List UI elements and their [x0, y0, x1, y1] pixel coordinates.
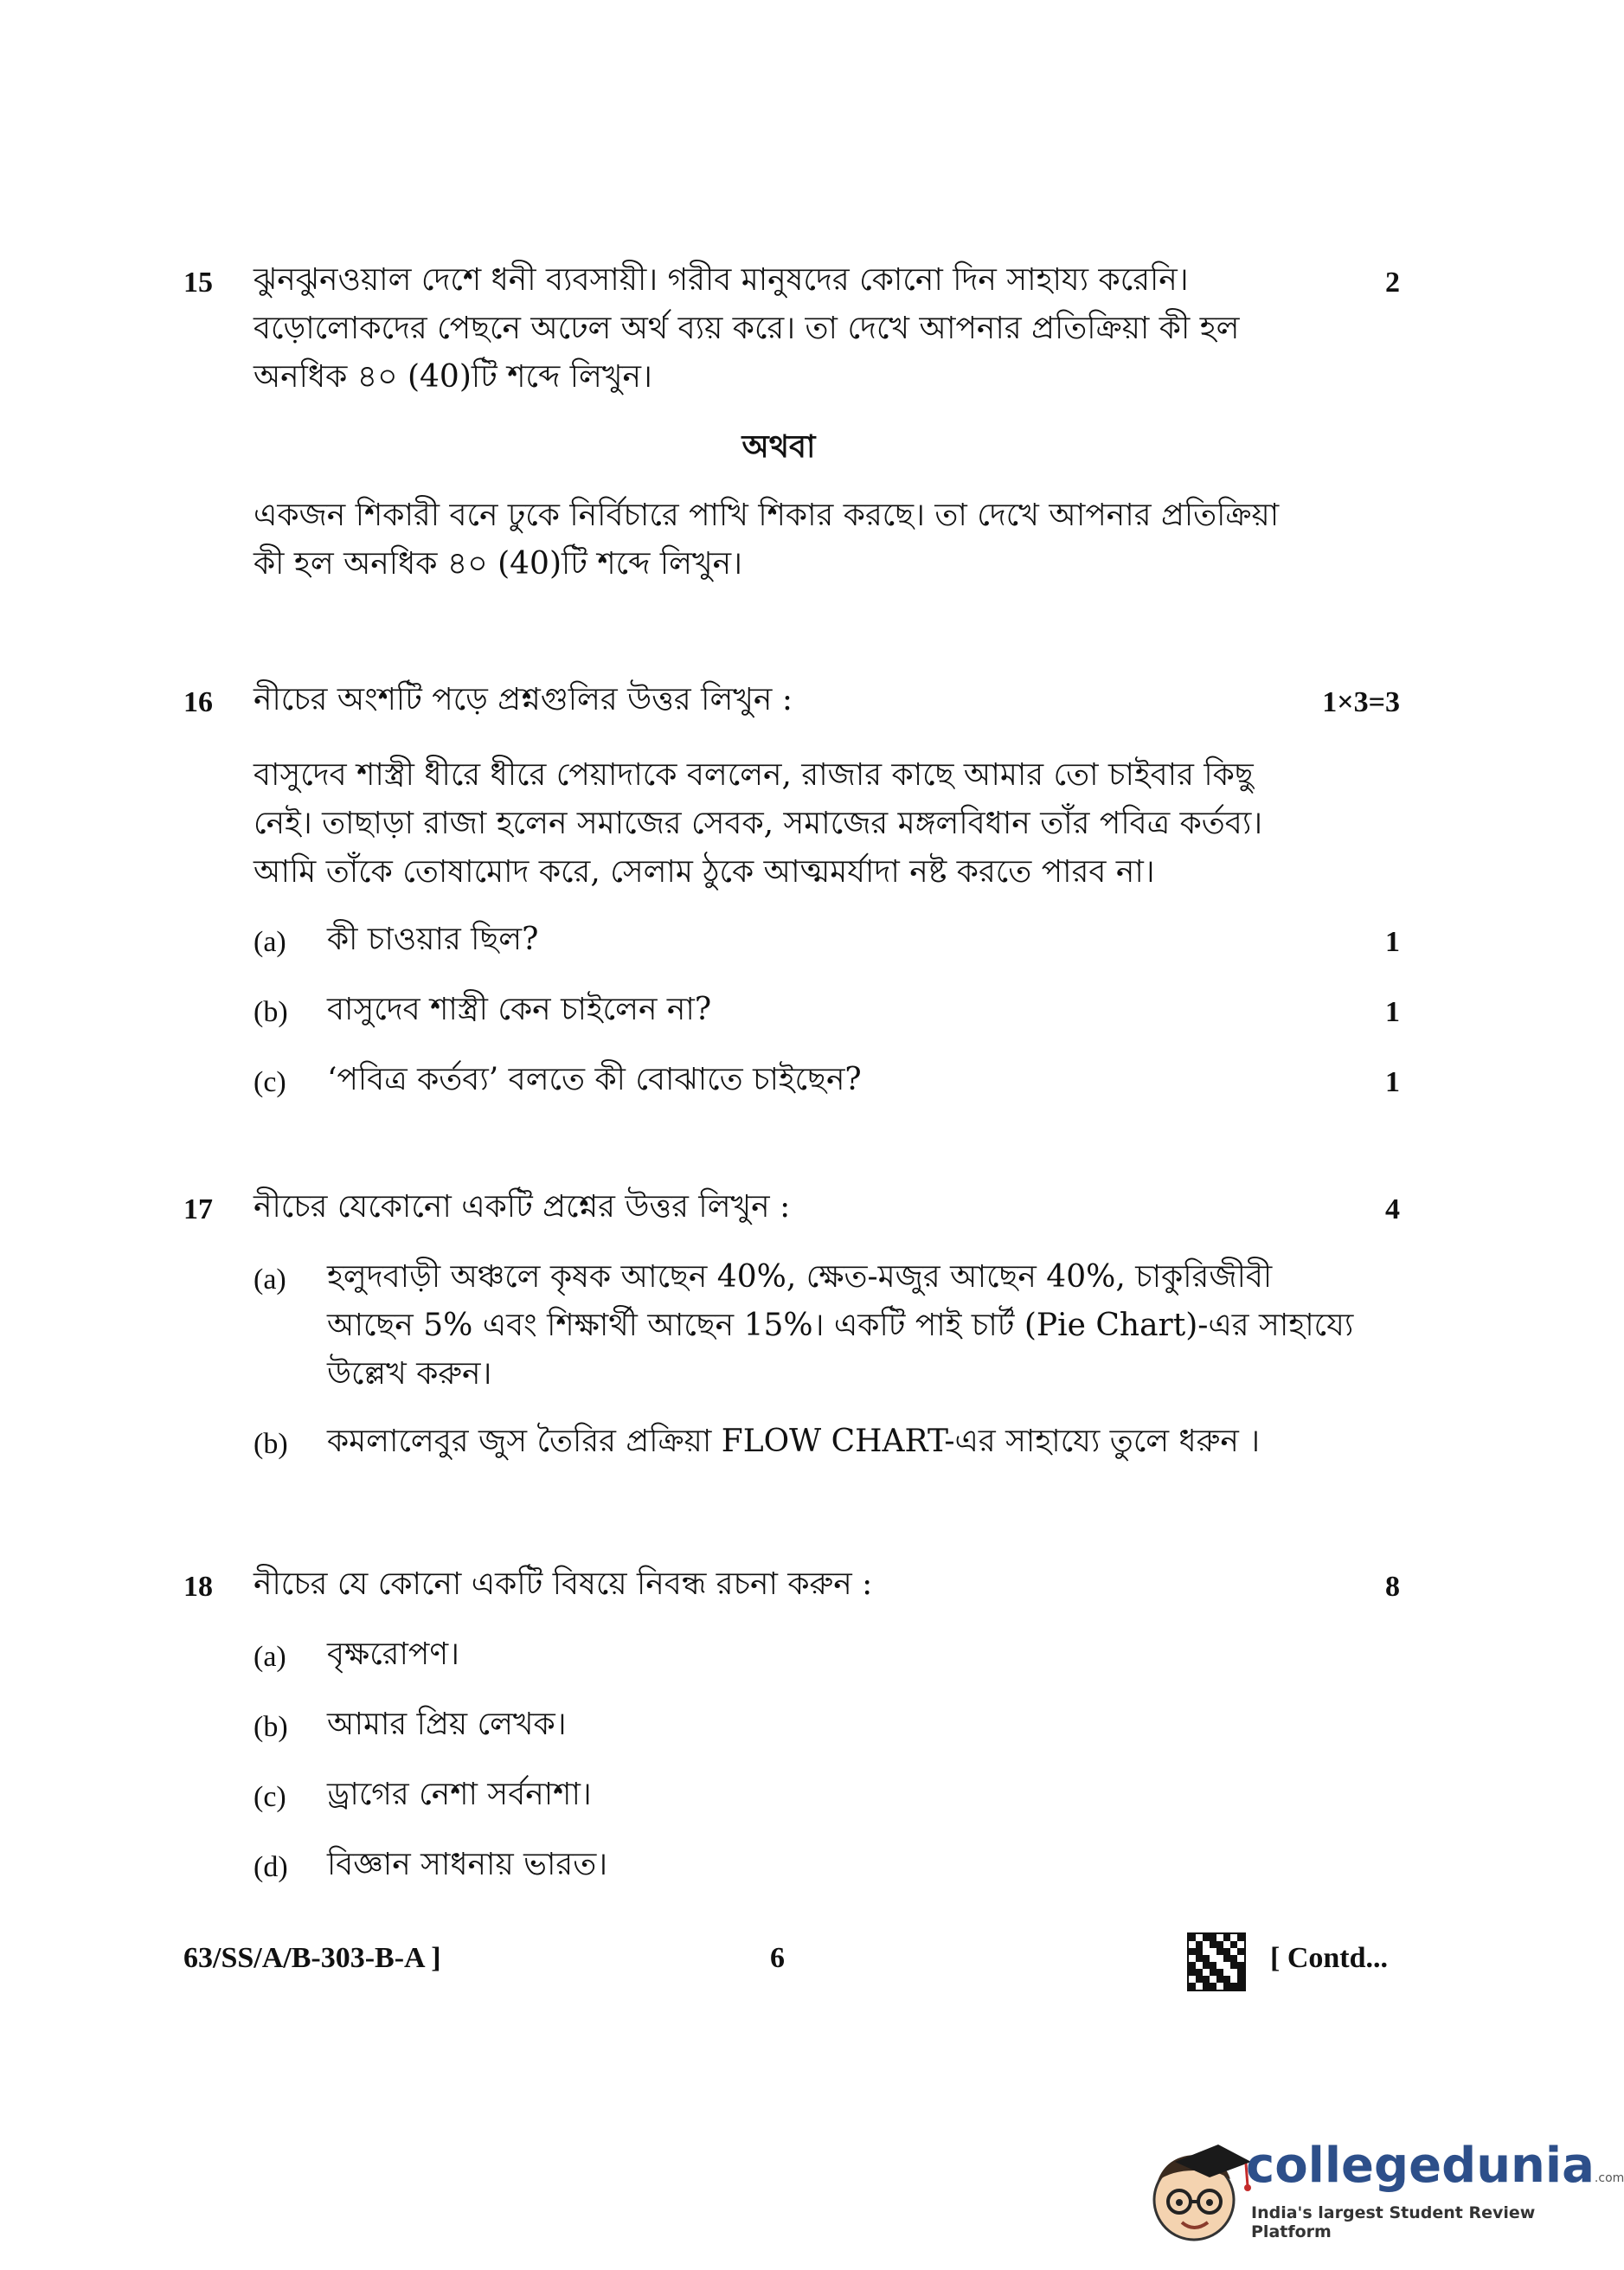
- sub-question-label: (b): [254, 996, 288, 1028]
- sub-question-text: আমার প্রিয় লেখক।: [327, 1707, 567, 1742]
- brand-suffix: .com: [1594, 2171, 1624, 2185]
- sub-question-label: (a): [254, 1264, 286, 1296]
- question-number: 15: [183, 267, 213, 299]
- text-line: বাসুদেব শাস্ত্রী ধীরে ধীরে পেয়াদাকে বললেন, রাজার কাছে আমার তো চাইবার কিছু: [254, 757, 1254, 793]
- brand-name-text: collegedunia: [1246, 2138, 1595, 2194]
- sub-question-text: ‘পবিত্র কর্তব্য’ বলতে কী বোঝাতে চাইছেন?: [327, 1062, 862, 1097]
- question-number: 16: [183, 686, 213, 718]
- sub-question-text: কী চাওয়ার ছিল?: [327, 922, 539, 957]
- brand-name[interactable]: [1246, 2138, 1624, 2194]
- sub-question-label: (a): [254, 926, 286, 958]
- text-line: অনধিক ৪০ (40)টি শব্দে লিখুন।: [254, 359, 652, 395]
- text-line: ঝুনঝুনওয়াল দেশে ধনী ব্যবসায়ী। গরীব মানুষদের কোনো দিন সাহায্য করেনি।: [254, 262, 1189, 298]
- sub-question-label: (a): [254, 1641, 286, 1673]
- text-line: আছেন 5% এবং শিক্ষার্থী আছেন 15%। একটি পাই চার্ট (Pie Chart)-এর সাহায্যে: [327, 1308, 1354, 1343]
- sub-question-label: (c): [254, 1781, 286, 1813]
- question-16-passage: [254, 751, 1361, 897]
- sub-question-marks: 1: [1385, 996, 1400, 1028]
- sub-question-label: (b): [254, 1428, 288, 1460]
- question-marks: 8: [1385, 1571, 1400, 1603]
- text-line: কী হল অনধিক ৪০ (40)টি শব্দে লিখুন।: [254, 546, 742, 582]
- question-number: 18: [183, 1571, 213, 1603]
- sub-question-label: (b): [254, 1711, 288, 1743]
- text-line: নেই। তাছাড়া রাজা হলেন সমাজের সেবক, সমাজের মঙ্গলবিধান তাঁর পবিত্র কর্তব্য।: [254, 806, 1263, 841]
- question-marks: 1×3=3: [1322, 686, 1400, 718]
- text-line: হলুদবাড়ী অঞ্চলে কৃষক আছেন 40%, ক্ষেত-মজুর আছেন 40%, চাকুরিজীবী: [327, 1259, 1273, 1295]
- continued-label: [ Contd...: [1270, 1942, 1389, 1974]
- sub-question-label: (d): [254, 1851, 288, 1883]
- text-line: বড়োলোকদের পেছনে অঢেল অর্থ ব্যয় করে। তা দেখে আপনার প্রতিক্রিয়া কী হল: [254, 311, 1240, 346]
- sub-question-label: (c): [254, 1066, 286, 1098]
- page-number: 6: [770, 1942, 785, 1974]
- sub-question-text: বিজ্ঞান সাধনায় ভারত।: [327, 1847, 608, 1882]
- sub-question-marks: 1: [1385, 1066, 1400, 1098]
- question-17-prompt: নীচের যেকোনো একটি প্রশ্নের উত্তর লিখুন :: [254, 1189, 791, 1225]
- question-15-text: [254, 256, 1326, 402]
- text-line: উল্লেখ করুন।: [327, 1356, 492, 1392]
- or-label: অথবা: [741, 428, 816, 465]
- text-line: একজন শিকারী বনে ঢুকে নির্বিচারে পাখি শিকার করছে। তা দেখে আপনার প্রতিক্রিয়া: [254, 498, 1280, 533]
- question-number: 17: [183, 1193, 213, 1225]
- question-marks: 4: [1385, 1193, 1400, 1225]
- qr-code-icon: [1187, 1932, 1246, 1991]
- sub-question-text: বৃক্ষরোপণ।: [327, 1637, 459, 1672]
- question-17-option-a: [327, 1253, 1400, 1399]
- question-marks: 2: [1385, 267, 1400, 299]
- question-18-prompt: নীচের যে কোনো একটি বিষয়ে নিবন্ধ রচনা করুন :: [254, 1566, 873, 1602]
- question-16-prompt: নীচের অংশটি পড়ে প্রশ্নগুলির উত্তর লিখুন :: [254, 682, 793, 717]
- question-17-option-b: কমলালেবুর জুস তৈরির প্রক্রিয়া FLOW CHART-এর সাহায্যে তুলে ধরুন ।: [327, 1424, 1261, 1459]
- text-line: আমি তাঁকে তোষামোদ করে, সেলাম ঠুকে আত্মমর্যাদা নষ্ট করতে পারব না।: [254, 854, 1155, 890]
- brand-tagline: India's largest Student Review Platform: [1251, 2203, 1536, 2241]
- question-15-alternative: [254, 492, 1361, 588]
- sub-question-marks: 1: [1385, 926, 1400, 958]
- paper-code: 63/SS/A/B-303-B-A ]: [183, 1942, 441, 1974]
- sub-question-text: ড্রাগের নেশা সর্বনাশা।: [327, 1777, 592, 1812]
- sub-question-text: বাসুদেব শাস্ত্রী কেন চাইলেন না?: [327, 992, 712, 1027]
- mascot-logo-icon: [1140, 2136, 1255, 2250]
